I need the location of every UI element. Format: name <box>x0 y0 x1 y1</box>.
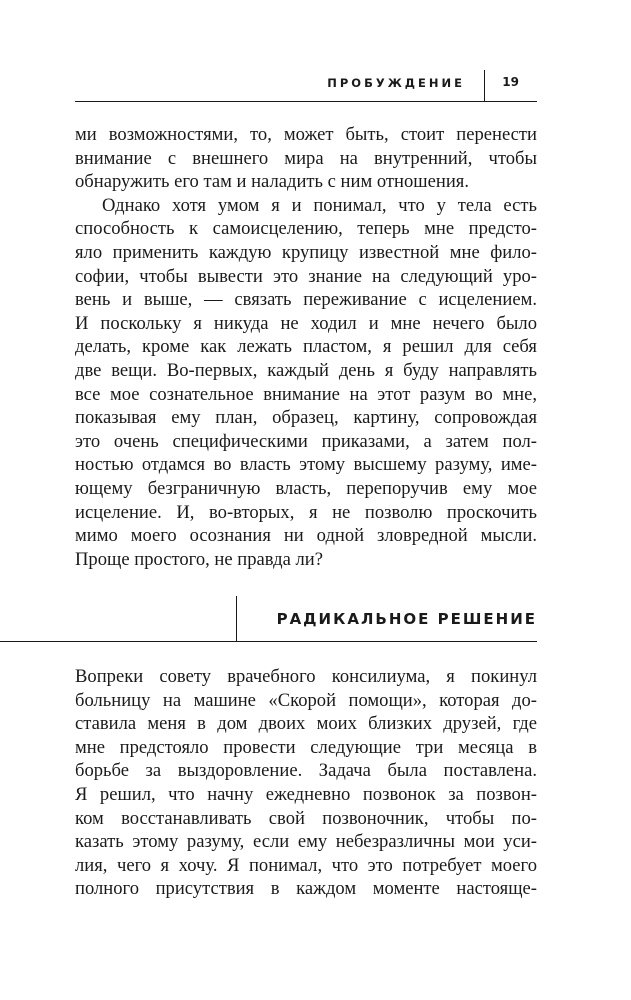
text-line: исцеление. И, во-вторых, я не позволю проскочить <box>75 501 537 523</box>
text-line: ющему безграничную власть, перепоручив ему мое <box>75 477 537 499</box>
text-line: мне предстояло провести следующие три месяца в <box>75 736 537 758</box>
text-line: борьбе за выздоровление. Задача была поставлена. <box>75 760 537 782</box>
section-title: РАДИКАЛЬНОЕ РЕШЕНИЕ <box>276 610 537 628</box>
paragraph <box>75 194 537 572</box>
section-divider <box>236 596 237 642</box>
text-line: казать этому разуму, если ему небезразличны мои уси- <box>75 831 537 853</box>
text-line: Проще простого, не правда ли? <box>75 548 323 570</box>
text-line: Я решил, что начну ежедневно позвонок за позвон- <box>75 783 537 805</box>
page-number: 19 <box>502 75 519 89</box>
text-line: софии, чтобы вывести это знание на следующий уро- <box>75 265 537 287</box>
text-line: Вопреки совету врачебного консилиума, я покинул <box>75 666 537 687</box>
text-line: это очень специфическими приказами, а затем пол- <box>75 430 537 452</box>
text-line: внимание с внешнего мира на внутренний, чтобы <box>75 147 537 169</box>
text-line: обнаружить его там и наладить с ним отношения. <box>75 171 469 193</box>
text-line: Однако хотя умом я и понимал, что у тела есть <box>102 194 537 216</box>
body-text-upper <box>75 123 537 571</box>
text-line: две вещи. Во-первых, каждый день я буду направлять <box>75 359 537 381</box>
text-line: яло применить каждую крупицу известной мне фило- <box>75 241 537 263</box>
text-line: ком восстанавливать свой позвоночник, чтобы по- <box>75 807 537 829</box>
header-divider <box>484 70 485 102</box>
chapter-title: ПРОБУЖДЕНИЕ <box>327 76 465 90</box>
section-heading <box>0 596 631 642</box>
paragraph-continued <box>75 123 537 194</box>
text-line: больницу на машине «Скорой помощи», которая до- <box>75 689 537 711</box>
text-line: способность к самоисцелению, теперь мне предсто- <box>75 218 537 240</box>
text-line: показывая ему план, образец, картину, сопровождая <box>75 407 537 429</box>
header-rule <box>75 101 537 102</box>
text-line: ностью отдамся во власть этому высшему разуму, име- <box>75 454 537 476</box>
text-line: делать, кроме как лежать пластом, я решил для себя <box>75 336 537 358</box>
text-line: ставила меня в дом двоих моих близких друзей, где <box>75 713 537 735</box>
section-rule <box>0 641 537 642</box>
text-line: ми возможностями, то, может быть, стоит перенести <box>75 124 537 145</box>
text-line: мимо моего осознания ни одной зловредной мысли. <box>75 525 537 547</box>
text-line: лия, чего я хочу. Я понимал, что это потребует моего <box>75 854 537 876</box>
text-line: И поскольку я никуда не ходил и мне нечего было <box>75 312 537 334</box>
text-line: полного присутствия в каждом моменте настояще- <box>75 878 537 900</box>
running-header <box>75 70 537 102</box>
text-line: вень и выше, — связать переживание с исцелением. <box>75 289 537 311</box>
paragraph <box>75 665 537 901</box>
text-line: все мое сознательное внимание на этот разум во мне, <box>75 383 537 405</box>
body-text-lower <box>75 665 537 901</box>
